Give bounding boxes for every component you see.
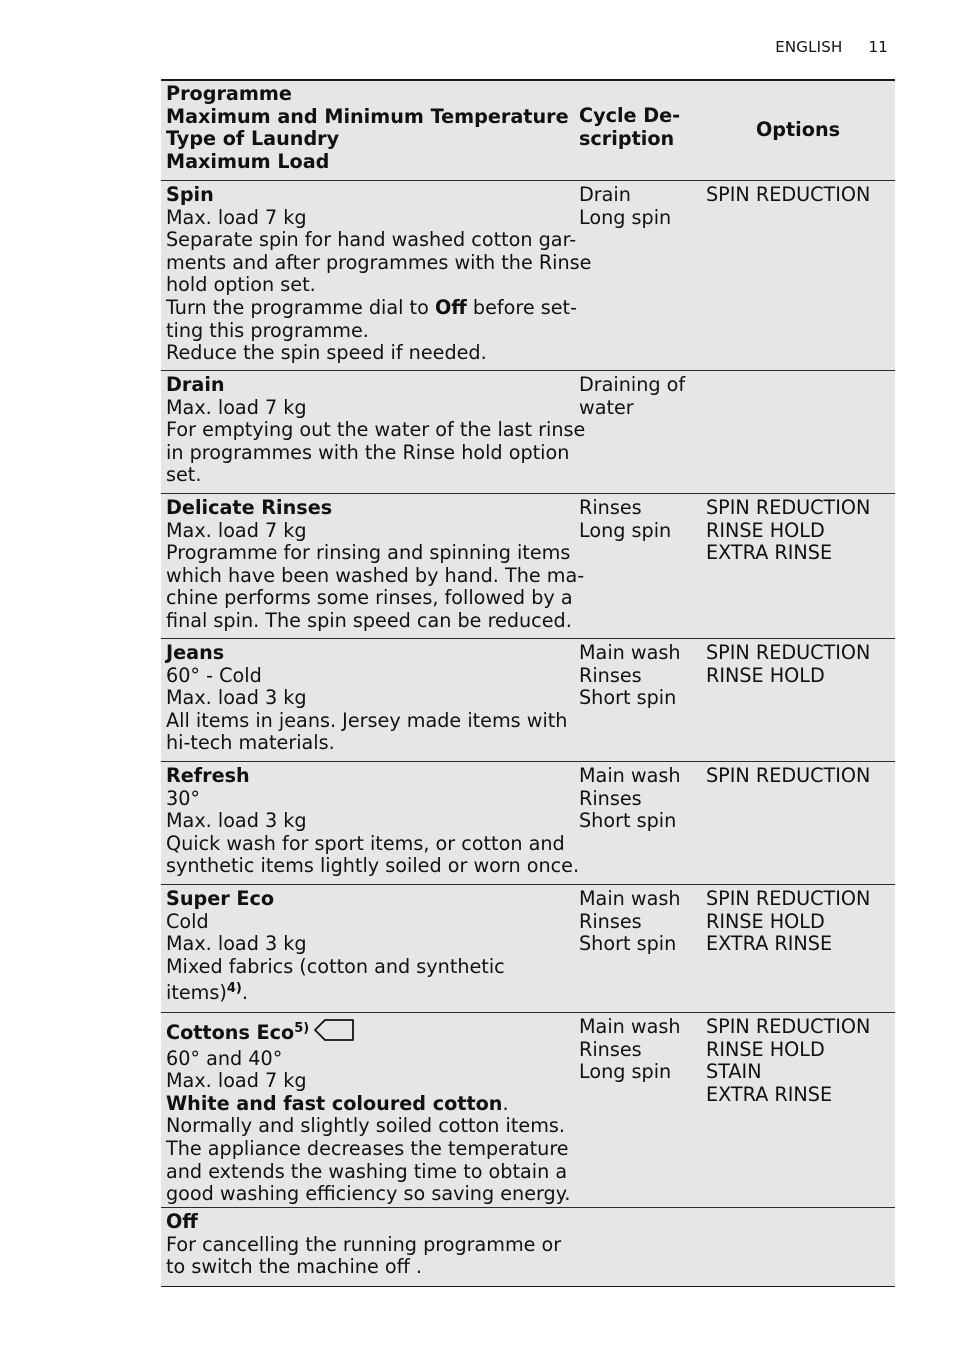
cycle-cell [574, 1208, 701, 1286]
description-line: Mixed fabrics (cotton and synthetic [166, 954, 505, 978]
table-row [161, 371, 895, 494]
laundry-type: White and fast coloured cotton [166, 1091, 503, 1115]
cycle-step: Short spin [579, 809, 677, 833]
option-item: STAIN [706, 1060, 762, 1084]
max-load: Max. load 7 kg [166, 205, 307, 229]
cycle-step: Main wash [579, 1015, 681, 1038]
cycle-step: Rinses [579, 786, 642, 810]
option-item: RINSE HOLD [706, 909, 825, 933]
table-row [161, 762, 895, 885]
table-row [161, 885, 895, 1013]
option-item: EXTRA RINSE [706, 1082, 833, 1106]
cycle-step: Rinses [579, 663, 642, 687]
options-cell [701, 639, 895, 761]
programme-name: Jeans [166, 641, 225, 664]
max-load: Max. load 3 kg [166, 686, 307, 710]
option-item: SPIN REDUCTION [706, 183, 871, 206]
programme-cell [161, 494, 585, 638]
programme-cell [161, 885, 574, 1012]
programme-name: Delicate Rinses [166, 496, 333, 519]
cycle-step: Drain [579, 183, 631, 206]
description-line [166, 982, 574, 1005]
header-line: scription [579, 126, 675, 150]
footnote-marker: 4) [226, 981, 242, 997]
description-line: final spin. The spin speed can be reduced. [166, 608, 572, 632]
option-item: SPIN REDUCTION [706, 496, 871, 519]
option-item: RINSE HOLD [706, 663, 825, 687]
programme-cell [161, 762, 580, 884]
programme-table [161, 79, 895, 1287]
option-item: EXTRA RINSE [706, 541, 833, 565]
programme-cell [161, 1013, 574, 1207]
cycle-step: Short spin [579, 686, 677, 710]
cycle-step: Main wash [579, 641, 681, 664]
programme-cell [161, 639, 574, 761]
max-load: Max. load 7 kg [166, 518, 307, 542]
description-line: synthetic items lightly soiled or worn once. [166, 854, 580, 878]
description-line: and extends the washing time to obtain a [166, 1159, 568, 1183]
header-line: Maximum and Minimum Temperature [166, 104, 569, 128]
option-item: RINSE HOLD [706, 1037, 825, 1061]
cycle-step: Long spin [579, 1060, 672, 1084]
programme-name: Super Eco [166, 887, 275, 910]
description-line: All items in jeans. Jersey made items with [166, 708, 568, 732]
description-line: Separate spin for hand washed cotton gar- [166, 228, 577, 252]
description-line: The appliance decreases the temperature [166, 1136, 569, 1160]
description-line: For emptying out the water of the last rinse [166, 418, 586, 442]
temperature: 60° - Cold [166, 663, 262, 687]
cycle-cell [574, 639, 701, 761]
language-label: ENGLISH [775, 38, 843, 56]
options-cell [701, 371, 895, 493]
temperature: Cold [166, 909, 209, 933]
max-load: Max. load 3 kg [166, 932, 307, 956]
cycle-cell [574, 1013, 701, 1207]
programme-title-line [166, 1018, 574, 1048]
options-cell [701, 885, 895, 1012]
options-cell [701, 1208, 895, 1286]
description-line: Quick wash for sport items, or cotton and [166, 831, 565, 855]
temperature: 30° [166, 786, 201, 810]
text-run: Turn the programme dial to [166, 295, 435, 319]
description-line: Programme for rinsing and spinning items [166, 541, 571, 565]
cycle-step: Rinses [579, 496, 642, 519]
description-line: hi-tech materials. [166, 731, 335, 755]
header-line: Maximum Load [166, 149, 330, 173]
cycle-step: water [579, 395, 634, 419]
max-load: Max. load 7 kg [166, 1069, 307, 1093]
max-load: Max. load 3 kg [166, 809, 307, 833]
programme-cell [161, 1208, 574, 1286]
text-run: items) [166, 981, 227, 1005]
laundry-type-line [166, 1093, 574, 1116]
cycle-step: Short spin [579, 932, 677, 956]
description-line: good washing efficiency so saving energy. [166, 1182, 571, 1206]
cycle-step: Long spin [579, 205, 672, 229]
cycle-cell [574, 762, 701, 884]
cycle-step: Rinses [579, 1037, 642, 1061]
option-item: RINSE HOLD [706, 518, 825, 542]
description-line: For cancelling the running programme or [166, 1232, 562, 1256]
header-line: Cycle De- [579, 104, 681, 127]
cycle-cell [574, 371, 701, 493]
eco-label-icon [313, 1018, 355, 1048]
option-item: EXTRA RINSE [706, 932, 833, 956]
description-line: hold option set. [166, 273, 316, 297]
cycle-cell [574, 181, 701, 370]
programme-name: Refresh [166, 764, 250, 787]
header-line: Options [755, 118, 841, 142]
max-load: Max. load 7 kg [166, 395, 307, 419]
option-item: SPIN REDUCTION [706, 641, 871, 664]
option-item: SPIN REDUCTION [706, 764, 871, 787]
description-line: ting this programme. [166, 318, 369, 342]
programme-name: Off [166, 1210, 198, 1233]
programme-cell [161, 371, 586, 493]
option-item: SPIN REDUCTION [706, 887, 871, 910]
description-line: in programmes with the Rinse hold option [166, 440, 570, 464]
programme-name: Spin [166, 183, 214, 206]
options-cell [701, 494, 895, 638]
text-run: . [502, 1091, 509, 1115]
description-line: ments and after programmes with the Rinse [166, 250, 592, 274]
table-row [161, 639, 895, 762]
header-line: Programme [166, 82, 292, 105]
cycle-step: Long spin [579, 518, 672, 542]
options-cell [701, 762, 895, 884]
cycle-step: Draining of [579, 373, 686, 396]
table-row [161, 181, 895, 371]
description-line: Normally and slightly soiled cotton items. [166, 1114, 565, 1138]
description-line: set. [166, 463, 202, 487]
description-line [166, 295, 577, 320]
programme-column-header [161, 81, 574, 180]
cycle-step: Rinses [579, 909, 642, 933]
table-row [161, 1013, 895, 1208]
page-number: 11 [868, 38, 888, 56]
page-header [775, 38, 888, 56]
cycle-step: Main wash [579, 887, 681, 910]
description-line: which have been washed by hand. The ma- [166, 563, 585, 587]
temperature: 60° and 40° [166, 1046, 283, 1070]
text-run: . [241, 981, 248, 1005]
options-column-header [701, 81, 895, 180]
footnote-marker: 5) [294, 1021, 310, 1036]
description-line: Reduce the spin speed if needed. [166, 341, 487, 365]
cycle-column-header [574, 81, 701, 180]
description-line: chine performs some rinses, followed by a [166, 586, 573, 610]
text-run: before set- [466, 295, 577, 319]
header-line: Type of Laundry [166, 127, 340, 151]
programme-cell [161, 181, 592, 370]
options-cell [701, 181, 895, 370]
description-line: to switch the machine off . [166, 1255, 423, 1279]
table-header-row [161, 81, 895, 181]
cycle-cell [574, 885, 701, 1012]
table-row [161, 494, 895, 639]
table-row [161, 1208, 895, 1286]
options-cell [701, 1013, 895, 1207]
programme-name: Cottons Eco [166, 1021, 295, 1044]
programme-name: Drain [166, 373, 225, 396]
cycle-step: Main wash [579, 764, 681, 787]
off-emphasis: Off [434, 295, 467, 319]
cycle-cell [574, 494, 701, 638]
option-item: SPIN REDUCTION [706, 1015, 871, 1038]
